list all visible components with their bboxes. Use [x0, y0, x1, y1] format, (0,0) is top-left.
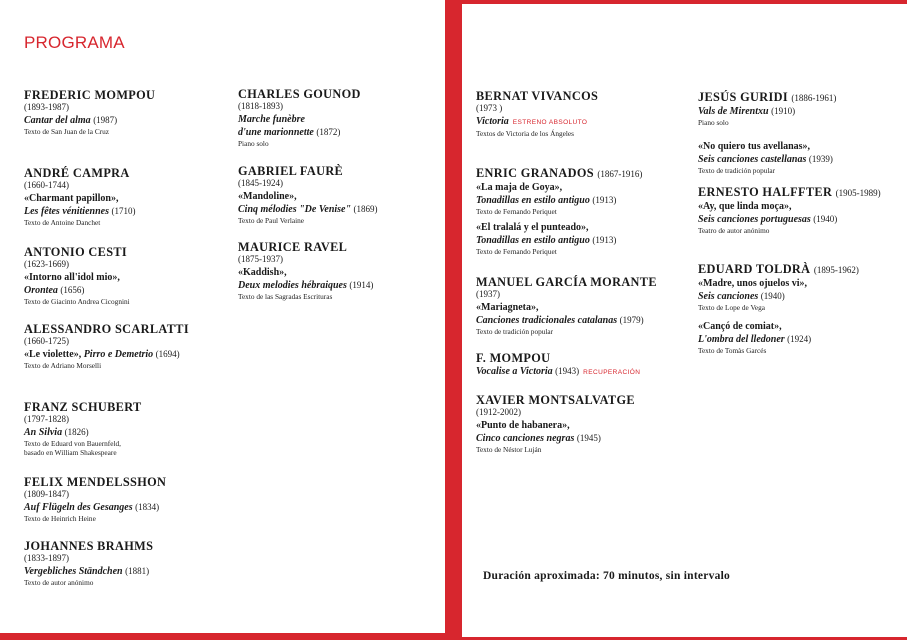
work-line — [238, 203, 378, 216]
work-year: (1694) — [155, 348, 180, 359]
composer-name: MAURICE RAVEL — [238, 240, 348, 254]
text-author: Texto de tradición popular — [476, 326, 554, 336]
work-title: Tonadillas en estilo antiguo — [476, 234, 590, 246]
composer-name: FRANZ SCHUBERT — [24, 400, 142, 414]
composer-dates: (1845-1924) — [238, 178, 283, 188]
work-title: Cantar del alma — [24, 114, 91, 126]
work-year: (1979) — [619, 314, 644, 325]
song-title: «El tralalá y el punteado», — [476, 221, 589, 233]
song-line — [476, 419, 635, 432]
work-year: (1945) — [576, 432, 601, 443]
work-title: Orontea — [24, 284, 58, 296]
composer-dates: (1875-1937) — [238, 254, 283, 264]
text-author: Texto de Lope de Vega — [698, 303, 766, 312]
work-title: Seis canciones — [698, 291, 759, 302]
program-page-right — [462, 4, 907, 637]
composer-dates: (1833-1897) — [24, 553, 69, 563]
song-line — [698, 140, 836, 153]
composer-dates: (1973 ) — [476, 103, 503, 113]
work-year: (1943) — [555, 366, 580, 376]
work-title: Cinco canciones negras — [476, 432, 575, 444]
work-line — [24, 114, 155, 127]
song-title: «Mandoline», — [238, 190, 297, 202]
work-title: Les fêtes vénitiennes — [24, 205, 109, 217]
work-title: Vergebliches Ständchen — [24, 565, 123, 577]
work-year: (1881) — [125, 565, 150, 576]
entry-ravel — [238, 240, 373, 301]
composer-name: FREDERIC MOMPOU — [24, 88, 156, 102]
work-line — [238, 113, 361, 126]
work-title: Pirro e Demetrio — [83, 348, 154, 360]
work-line-cont — [238, 126, 361, 139]
entry-mompou — [24, 88, 155, 136]
text-author: Teatro de autor anónimo — [698, 226, 770, 235]
composer-name: F. MOMPOU — [476, 351, 551, 365]
work-year: (1914) — [349, 279, 374, 290]
composer-dates: (1867-1916) — [597, 169, 643, 179]
work-title: Vals de Mirentxu — [698, 106, 769, 117]
composer-name: XAVIER MONTSALVATGE — [476, 393, 635, 407]
song-line — [698, 277, 859, 290]
work-year: (1872) — [316, 126, 341, 137]
song-title: «Kaddish», — [238, 266, 287, 278]
work-line — [24, 348, 189, 361]
entry-brahms — [24, 539, 153, 587]
work-line — [476, 314, 657, 327]
entry-halffter — [698, 185, 881, 236]
composer-dates: (1797-1828) — [24, 414, 69, 424]
work-line — [476, 115, 598, 129]
program-page-left — [0, 0, 445, 633]
work-line — [476, 234, 642, 247]
composer-name: FELIX MENDELSSHON — [24, 475, 167, 489]
composer-name: GABRIEL FAURÈ — [238, 164, 344, 178]
work-title: Cinq mélodies "De Venise" — [238, 203, 352, 215]
composer-dates: (1623-1669) — [24, 259, 69, 269]
entry-guridi — [698, 90, 836, 175]
work-title: Seis canciones castellanas — [698, 153, 807, 165]
text-author: Texto de Antoine Danchet — [24, 217, 101, 227]
composer-name: BERNAT VIVANCOS — [476, 89, 599, 103]
entry-campra — [24, 166, 135, 227]
song-line — [24, 271, 130, 284]
work-line — [698, 153, 836, 166]
entry-granados — [476, 166, 642, 256]
work-line — [476, 194, 642, 207]
composer-name: JOHANNES BRAHMS — [24, 539, 154, 553]
composer-dates: (1893-1987) — [24, 102, 69, 112]
composer-dates: (1937) — [476, 289, 500, 299]
composer-dates: (1886-1961) — [791, 93, 837, 103]
entry-mendelssohn — [24, 475, 166, 523]
song-title: «Punto de habanera», — [476, 419, 570, 431]
work-year: (1656) — [60, 284, 85, 295]
work-title: Victoria — [476, 115, 509, 127]
composer-name-text: ERNESTO HALFFTER — [698, 185, 833, 199]
composer-name — [698, 262, 859, 277]
composer-name-text: JESÚS GURIDI — [698, 90, 788, 104]
text-author: Texto de Fernando Periquet — [476, 246, 557, 256]
text-author: Piano solo — [698, 118, 729, 127]
entry-morante — [476, 275, 657, 336]
composer-name: ANTONIO CESTI — [24, 245, 128, 259]
song-line — [698, 320, 859, 333]
song-title: «Madre, unos ojuelos vi», — [698, 278, 807, 289]
song-title: «Mariagneta», — [476, 301, 539, 313]
work-year: (1913) — [592, 195, 617, 205]
composer-dates: (1660-1725) — [24, 336, 69, 346]
song-line — [476, 181, 642, 194]
composer-name-text: EDUARD TOLDRÀ — [698, 262, 811, 276]
composer-name: MANUEL GARCÍA MORANTE — [476, 275, 657, 289]
entry-faure — [238, 164, 378, 225]
text-author: Textos de Victoria de los Ángeles — [476, 128, 575, 138]
work-line — [24, 426, 142, 439]
work-year: (1924) — [787, 333, 812, 344]
work-line — [24, 284, 130, 297]
song-title: «Cançó de comiat», — [698, 320, 782, 332]
recovery-badge: RECUPERACIÓN — [583, 369, 641, 376]
song-line — [476, 301, 657, 314]
song-line — [476, 221, 642, 234]
text-author: Texto de Fernando Periquet — [476, 207, 557, 216]
premiere-badge: ESTRENO ABSOLUTO — [512, 118, 588, 126]
work-year: (1869) — [353, 203, 378, 214]
text-author-source: basado en William Shakespeare — [24, 448, 117, 457]
song-title: «Charmant papillon», — [24, 192, 119, 204]
song-title: «Ay, que linda moça», — [698, 201, 792, 212]
song-line — [698, 200, 881, 213]
work-line — [24, 501, 166, 514]
text-author: Texto de San Juan de la Cruz — [24, 126, 110, 136]
entry-toldra — [698, 262, 859, 355]
composer-name-text: ENRIC GRANADOS — [476, 166, 594, 180]
work-title: Tonadillas en estilo antiguo — [476, 195, 590, 206]
song-title: «La maja de Goya», — [476, 182, 563, 193]
entry-scarlatti — [24, 322, 189, 370]
work-title: An Silvia — [24, 426, 63, 438]
composer-dates: (1809-1847) — [24, 489, 69, 499]
composer-dates: (1905-1989) — [835, 188, 881, 198]
entry-vivancos — [476, 89, 598, 138]
composer-dates: (1818-1893) — [238, 101, 283, 111]
duration-note: Duración aproximada: 70 minutos, sin intervalo — [483, 570, 731, 582]
entry-schubert — [24, 400, 142, 458]
text-author: Texto de tradición popular — [698, 165, 776, 175]
work-year: (1940) — [813, 214, 838, 224]
composer-name — [698, 90, 836, 105]
work-year: (1710) — [111, 205, 136, 216]
text-author: Texto de autor anónimo — [24, 577, 94, 587]
work-year: (1826) — [64, 426, 89, 437]
text-author: Piano solo — [238, 138, 269, 148]
page-title: PROGRAMA — [24, 33, 125, 52]
composer-name — [698, 185, 881, 200]
song-line — [238, 190, 378, 203]
work-title: L'ombra del lledoner — [698, 333, 785, 345]
work-year: (1834) — [135, 501, 160, 512]
composer-name: ALESSANDRO SCARLATTI — [24, 322, 189, 336]
work-line — [238, 279, 373, 292]
work-line — [24, 565, 153, 578]
entry-fmompou — [476, 351, 640, 379]
text-author: Texto de Néstor Luján — [476, 444, 542, 454]
text-author: Texto de Paul Verlaine — [238, 215, 305, 225]
work-line — [24, 205, 135, 218]
text-author: Texto de Heinrich Heine — [24, 513, 96, 523]
entry-cesti — [24, 245, 130, 306]
composer-dates: (1895-1962) — [813, 265, 859, 275]
text-author: Texto de Giacinto Andrea Cicognini — [24, 296, 130, 306]
work-title: Canciones tradicionales catalanas — [476, 314, 618, 326]
work-title: Seis canciones portuguesas — [698, 214, 811, 225]
text-author: Texto de las Sagradas Escrituras — [238, 291, 333, 301]
work-title: Marche funèbre — [238, 113, 305, 125]
text-author: Texto de Tomàs Garcés — [698, 345, 767, 355]
composer-name: CHARLES GOUNOD — [238, 87, 361, 101]
song-title: «No quiero tus avellanas», — [698, 140, 811, 152]
work-title: Vocalise a Victoria — [476, 366, 553, 377]
work-line — [698, 333, 859, 346]
composer-name — [476, 166, 642, 181]
composer-dates: (1660-1744) — [24, 180, 69, 190]
work-title-cont: d'une marionnette — [238, 126, 314, 138]
text-author: Texto de Adriano Morselli — [24, 360, 102, 370]
work-line — [698, 105, 836, 118]
song-line — [24, 192, 135, 205]
work-title: Deux melodies hébraiques — [238, 279, 347, 291]
work-year: (1939) — [808, 153, 833, 164]
work-line — [698, 290, 859, 303]
work-year: (1987) — [93, 114, 118, 125]
work-line — [476, 432, 635, 445]
work-line — [698, 213, 881, 226]
text-author: Texto de Eduard von Bauernfeld, — [24, 438, 121, 448]
song-title: «Le violette», — [24, 348, 82, 360]
song-title: «Intorno all'idol mio», — [24, 271, 120, 283]
work-title: Auf Flügeln des Gesanges — [24, 501, 133, 513]
work-year: (1913) — [592, 234, 617, 245]
entry-montsalvatge — [476, 393, 635, 454]
composer-dates: (1912-2002) — [476, 407, 521, 417]
composer-name: ANDRÉ CAMPRA — [24, 166, 130, 180]
work-line — [476, 365, 640, 379]
song-line — [238, 266, 373, 279]
work-year: (1910) — [771, 106, 796, 116]
entry-gounod — [238, 87, 361, 148]
work-year: (1940) — [760, 291, 785, 301]
